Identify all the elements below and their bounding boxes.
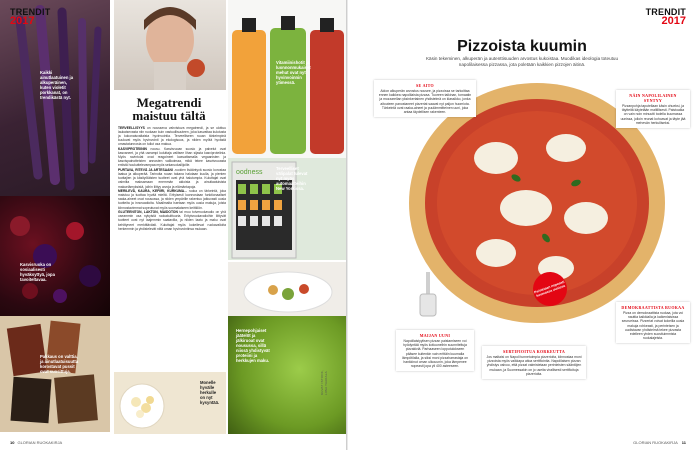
- box-body: Jos maltaisi on Napoli tunnetuimpia pizzerioita, kiinnostaa moni pizzoista myös vaikkapa aitoa sertifiointia. Napolilaisen pizzan yhdistys valvoo, että pizzat valmistetaan perinteisten sääntöjen mukaan, ja Suomessakin on jo useita virallisesti sertifioituja pizzerioita.: [486, 355, 582, 376]
- trend-label: TRENDIT: [10, 7, 51, 17]
- trend-label: TRENDIT: [645, 7, 686, 17]
- body-paragraph: KASVIPROTEIININ nousu. Kasvisruoan suosio ja palvelut ovat kasvaneet, ja yhä useampi kuluttaja valitsee lihan sijasta kasviproteiinia. Myös ravintolat ovat reagoineet kasvattamalla vegaanisten ja kasvispainotteisten annosten valikoimaa, mikä tekee kasvisruoasta entistä houkuttelevampaa myös sekaruokailijoille.: [118, 147, 226, 168]
- svg-text:oodness: oodness: [236, 169, 263, 176]
- left-headline: [112, 96, 226, 122]
- left-body-text: [118, 126, 226, 374]
- caption-popcorn: Monelle hyvälle herkulle on nyt kysyntää.: [200, 380, 220, 405]
- right-intro: Käsin tekeminen, alkuperän ja autenttisuuden arvostus kukoistaa. Muodikas ideologia toteutuu napolilaisessa pizzassa, jota poletään kaikkien pizzojen äitinä.: [425, 56, 619, 67]
- pizza-peel-illustration: [418, 272, 438, 318]
- bags-photo: [0, 316, 110, 432]
- box-title: SE AITO: [416, 83, 434, 88]
- woman-photo: [114, 0, 226, 90]
- caption-carrots: Kaikki ainutlaatuinen ja alkuperäinen, kuten violetit porkkanat, on trendikästä nyt.: [40, 70, 74, 100]
- body-paragraph: MERILEVÄ, KAURA, KEFIIRI, KURKUMA... ruoka on tärkeintä, joka maistuu ja tuottaa hyvää mieltä. Erityisesti luonnostaan funktionaaliset raaka-aineet ovat nousussa, ja niiden ympärille rakentuu jatkuvasti uusia tuotteita ja innovaatioita. Maailmalta haetaan myös uusia makuja, joista kiinnostavimmat sopeutuvat myös suomalaiseen keittiöön.: [118, 189, 226, 210]
- baking-stamp: Paistetaan nopeasti kuumassa uunissa: [528, 267, 572, 311]
- box-se-aito: [374, 80, 476, 117]
- body-paragraph: GLUTEENITON, LAKTON, MAIDOTON tai muu toiveruokavalio on yhä useammin osa nykyistä ruokakulttuuria. Erityisruokavalioihin liittyvät tuotteet ovat nyt laajemmin saatavilla, ja niiden laatu ja maku ovat kehittyneet merkittävästi. Kuluttajat myös kokeilevat ruokavalioita herkemmin ja yhdistelevät niitä oman hyvinvointinsa mukaan.: [118, 210, 226, 231]
- body-paragraph: PURTAVA, RITEVÄ JA ARTESAANI -ruokien lisääntyvä suosio korostaa laatua ja alkuperää. Tarinoita ruoan takana halutaan kuulla, ja pienten tuottajien ja käsityöläisten tuotteet ovat yhä halutumpia. Kuluttajat ovat valmiita maksamaan enemmän aidoista ja ainutlaatuisista makuelämyksistä, joihin liittyy arvoja ja elämäntapoja.: [118, 168, 226, 189]
- box-sertifioitua: [482, 346, 586, 379]
- photo-credit: KUVAT ISTOCK, LIISA TAAKALA: [320, 370, 328, 395]
- dish-photo: [228, 262, 347, 316]
- headline-line2: maistuu tältä: [132, 108, 206, 123]
- headline-line1: Megatrendi: [136, 95, 202, 110]
- left-folio: [10, 440, 62, 445]
- trend-year: 2017: [661, 15, 686, 27]
- woman-illustration: [114, 0, 226, 90]
- dish-illustration: [228, 262, 347, 316]
- box-title: DEMOKRAATTISTA RUOKAA: [621, 305, 685, 310]
- page-number: 11: [681, 440, 686, 445]
- box-body: Pizza on demokraattista ruokaa, jota voi nauttia kaikkialla ja kaikenlaisissa seurueissa. Pizzeriat voivat kokeilla uusia makuja rohkeasti, ja perinteisen ja uudistavan yhdistelmä tekee pizzasta edelleen yhden suosituimmista ruokalajeista.: [621, 311, 685, 341]
- magazine-name: GLORIAN RUOKAKIRJA: [17, 440, 63, 445]
- right-page: [348, 0, 696, 450]
- caption-vending: Terveelliset välipalat tulevat nyt myös automaatteihin New Yorkissa.: [276, 166, 308, 191]
- berries-illustration: [0, 196, 110, 316]
- box-napoli: [616, 90, 690, 128]
- caption-berries: Kasvisruoka on sosiaalisesti hyväksyttyä, jopa tavoiteltavaa.: [20, 262, 55, 282]
- body-paragraph: TERVEELLISYYS on nousseva vahvistuva megatrendi, ja se ulottuu laukaisevasta niin ruokaan kuin vastuullisuuteen, joka kasvattaa kulutusta ja kokonaisvaltaista hyvinvointia. Terveelliseen ruuan tärkeimpinä kuuluvat myös hyvinvointi ja ekologisuus, ja niiden myötä hyvästä omastatunnosta on tullut osa makua.: [118, 126, 226, 147]
- right-folio: [633, 440, 686, 445]
- caption-bags: Pakkaus on valttia, ja ainutlaatuisuutta korostavat pussit ovat suosittuja.: [40, 354, 79, 374]
- trend-year: 2017: [10, 15, 35, 27]
- left-page: [0, 0, 347, 450]
- right-title: Pizzoista kuumin: [457, 38, 587, 55]
- caption-juices: Vitamiinishotit ja luonnonmukaiset mehut ovat nyt hyvinvoinnin ytimessä.: [276, 60, 311, 85]
- box-title: SERTIFIOITUA KORKEUTTA: [502, 349, 566, 354]
- box-body: Pizzanpohja taputellaan käsin ohueksi, ja täytteitä käytetään maltillisesti. Paistoaika on vain noin minuutti todella kuumassa uunissa, jolloin reunat kohoavat ja täyte jää mehevän herkulliseksi.: [620, 104, 686, 125]
- berries-photo: [0, 196, 110, 316]
- box-title: MAIJAN UUNI: [419, 333, 451, 338]
- right-trend-tag: [646, 8, 686, 26]
- left-trend-tag: [10, 8, 50, 26]
- bags-illustration: [0, 316, 110, 432]
- box-maijan-uuni: [396, 330, 474, 371]
- box-demokraattista: [616, 302, 690, 343]
- caption-green: Hernepohjaiset jäätelöt ja jälkiruoat ovat nousussa, sillä niissä yhdistyvät proteiini ja herkkujen maku.: [236, 328, 270, 363]
- box-title: NÄIN NAPOLILAINEN SYNTYY: [629, 93, 677, 103]
- box-body: Napolilaistyylisen pizzan paistamiseen voi hyödyntää myös kotiuuneihin suunniteltuja pizzakiviä. Parhaaseen lopputulokseen pääsee kuitenkin vain erittäin kuumalla lämpötilalla, ja siksi moni pizzaharrastaja on hankkinut oman ulkouunin, joka lämpenee nopeasti jopa yli 400 asteeseen.: [402, 339, 468, 369]
- magazine-name: GLORIAN RUOKAKIRJA: [633, 440, 678, 445]
- box-body: Aidon alkuperän arvostus nousee, ja pizzoissa se tarkoittaa ennen kaikkea napolilaista pizzaa. Tuoreen taikinan, tomaatin ja mozzarellan yksinkertainen yhdistelmä on klassikko, jonka aitouteen panostaneet pizzeriat saavat nyt paljon huomiota. Tärkeintä ovat raaka-aineet ja puulämmitteinen uuni, joka antaa täydellisen rakenteen.: [378, 89, 472, 115]
- page-number: 10: [10, 440, 15, 445]
